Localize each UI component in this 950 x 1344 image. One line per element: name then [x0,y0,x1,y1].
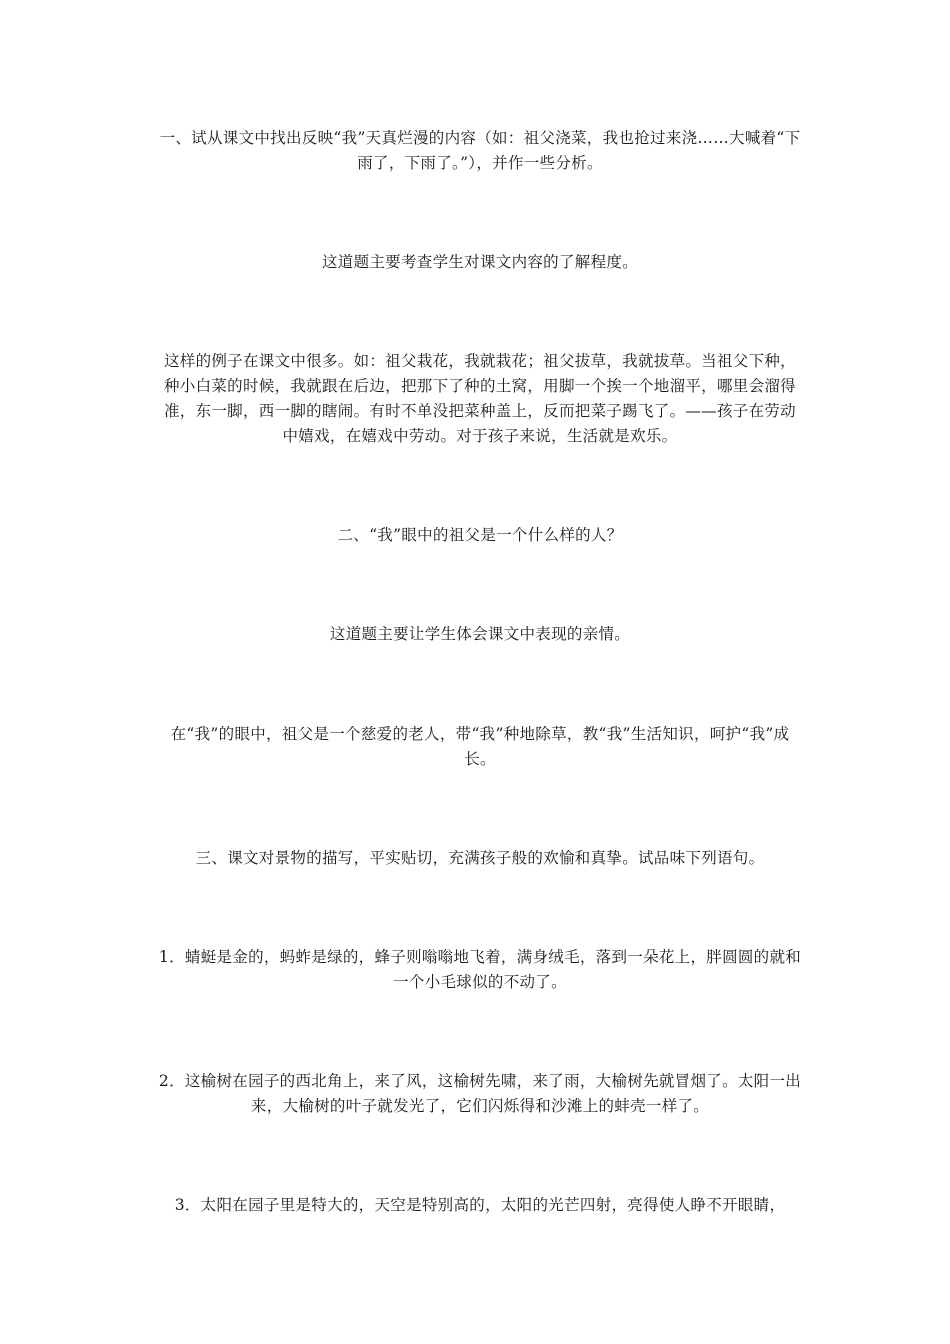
question-1-heading: 一、试从课文中找出反映“我”天真烂漫的内容（如：祖父浇菜，我也抢过来浇……大喊着“下雨了，下雨了。”），并作一些分析。 [159,129,801,172]
question-3-heading: 三、课文对景物的描写，平实贴切，充满孩子般的欢愉和真挚。试品味下列语句。 [195,849,765,867]
sentence-item-3: 3．太阳在园子里是特大的，天空是特别高的，太阳的光芒四射，亮得使人睁不开眼睛， [174,1196,786,1214]
question-2-purpose: 这道题主要让学生体会课文中表现的亲情。 [329,625,631,643]
question-1-purpose: 这道题主要考查学生对课文内容的了解程度。 [321,253,638,271]
question-2-answer: 在“我”的眼中，祖父是一个慈爱的老人，带“我”种地除草，教“我”生活知识，呵护“我”成长。 [170,725,790,768]
sentence-item-1: 1．蜻蜓是金的，蚂蚱是绿的，蜂子则嗡嗡地飞着，满身绒毛，落到一朵花上，胖圆圆的就和一个小毛球似的不动了。 [158,948,802,991]
question-1-answer: 这样的例子在课文中很多。如：祖父栽花，我就栽花；祖父拔草，我就拔草。当祖父下种，种小白菜的时候，我就跟在后边，把那下了种的土窝，用脚一个挨一个地溜平，哪里会溜得准，东一脚，西一脚的瞎闹。有时不单没把菜种盖上，反而把菜子踢飞了。——孩子在劳动中嬉戏，在嬉戏中劳动。对于孩子来说，生活就是欢乐。 [163,352,796,445]
question-2-heading: 二、“我”眼中的祖父是一个什么样的人？ [337,526,623,544]
sentence-item-2: 2．这榆树在园子的西北角上，来了风，这榆树先啸，来了雨，大榆树先就冒烟了。太阳一出来，大榆树的叶子就发光了，它们闪烁得和沙滩上的蚌壳一样了。 [158,1072,802,1115]
